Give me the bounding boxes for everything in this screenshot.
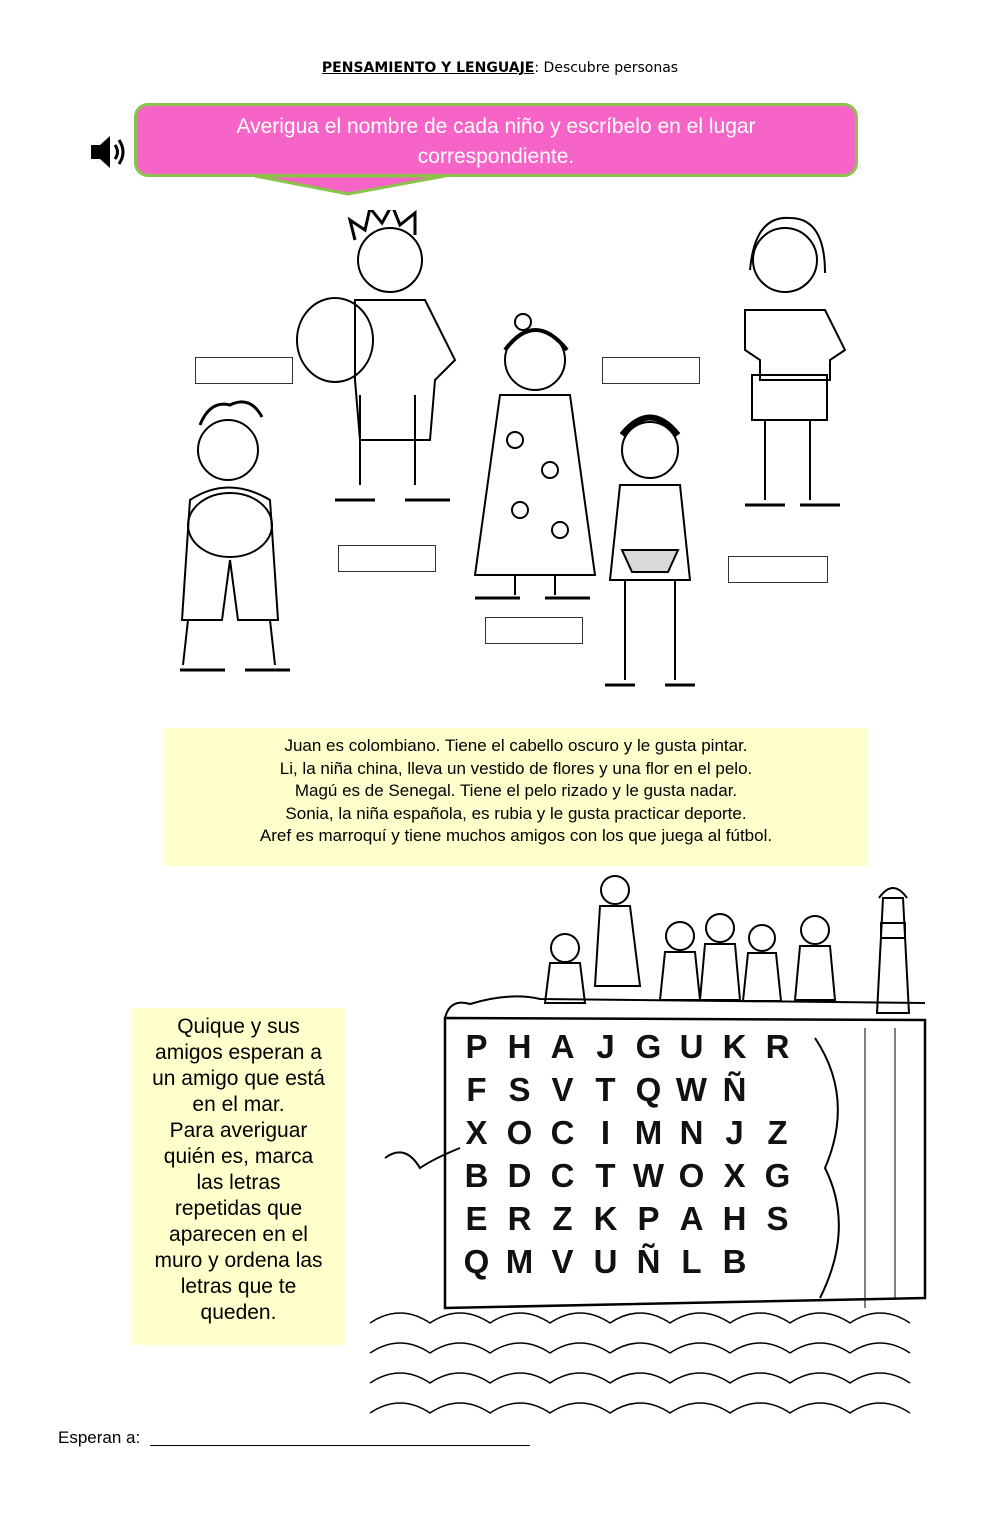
clue-aref: Aref es marroquí y tiene muchos amigos con los que juega al fútbol. — [259, 826, 773, 845]
lighthouse — [877, 888, 909, 1013]
answer-line[interactable] — [150, 1445, 530, 1446]
letter-cell[interactable]: A — [679, 1200, 704, 1237]
letter-cell[interactable]: K — [593, 1200, 618, 1237]
letter-cell[interactable]: S — [508, 1071, 531, 1108]
letter-cell[interactable]: X — [723, 1157, 746, 1194]
letter-cell[interactable]: B — [722, 1243, 747, 1280]
child-juan-figure — [297, 210, 455, 500]
child-sonia-figure — [745, 218, 845, 505]
child-aref-figure — [180, 402, 290, 670]
letter-row — [455, 1197, 799, 1240]
name-box-juan[interactable] — [195, 357, 293, 384]
note-line: un amigo que está — [152, 1067, 325, 1090]
letter-cell[interactable]: B — [464, 1157, 489, 1194]
letter-row — [455, 1240, 799, 1283]
note-line: repetidas que — [174, 1197, 303, 1220]
letter-cell[interactable]: I — [600, 1114, 611, 1151]
letter-cell[interactable]: S — [766, 1200, 789, 1237]
name-box-li[interactable] — [602, 357, 700, 384]
note-line: muro y ordena las — [154, 1249, 323, 1272]
clue-magu: Magú es de Senegal. Tiene el pelo rizado y le gusta nadar. — [294, 781, 738, 800]
letter-cell[interactable]: O — [678, 1157, 705, 1194]
letter-cell[interactable]: G — [764, 1157, 791, 1194]
letter-cell[interactable]: T — [595, 1157, 616, 1194]
letter-cell[interactable]: V — [551, 1071, 574, 1108]
note-line: Para averiguar — [169, 1119, 308, 1142]
instruction-banner — [134, 103, 858, 177]
clue-juan: Juan es colombiano. Tiene el cabello oscuro y le gusta pintar. — [284, 736, 748, 755]
letter-cell[interactable]: J — [596, 1028, 615, 1065]
letter-row — [455, 1154, 799, 1197]
letter-cell[interactable]: H — [507, 1028, 532, 1065]
note-line: en el mar. — [192, 1093, 285, 1116]
letter-cell[interactable]: Q — [635, 1071, 662, 1108]
letter-cell[interactable]: W — [632, 1157, 665, 1194]
seagull — [385, 1148, 460, 1168]
letter-cell[interactable]: L — [681, 1243, 702, 1280]
letter-cell[interactable]: Z — [552, 1200, 573, 1237]
note-line: letras que te — [180, 1275, 297, 1298]
letter-cell[interactable]: T — [595, 1071, 616, 1108]
instruction-line-1: Averigua el nombre de cada niño y escríbelo en el lugar — [236, 115, 756, 138]
header-separator: : — [534, 60, 544, 76]
clues-box — [164, 728, 868, 866]
letter-cell[interactable]: E — [465, 1200, 488, 1237]
letter-row — [455, 1068, 799, 1111]
letter-cell[interactable]: W — [675, 1071, 708, 1108]
letter-cell[interactable]: F — [466, 1071, 487, 1108]
kids-on-wall — [545, 876, 835, 1003]
subject-title: PENSAMIENTO Y LENGUAJE — [321, 60, 535, 76]
letter-cell[interactable]: U — [679, 1028, 704, 1065]
note-line: amigos esperan a — [155, 1041, 322, 1064]
child-li-figure — [475, 314, 595, 598]
puzzle-instructions — [132, 1008, 345, 1345]
letter-cell[interactable]: G — [635, 1028, 662, 1065]
letter-cell[interactable]: C — [550, 1114, 575, 1151]
letter-cell[interactable]: J — [725, 1114, 744, 1151]
letter-cell[interactable]: O — [506, 1114, 533, 1151]
letter-cell[interactable]: K — [722, 1028, 747, 1065]
letter-cell[interactable]: H — [722, 1200, 747, 1237]
topic-title: Descubre personas — [543, 60, 679, 76]
letter-cell[interactable]: V — [551, 1243, 574, 1280]
letter-cell[interactable]: Ñ — [636, 1243, 661, 1280]
note-line: Quique y sus — [177, 1015, 300, 1038]
name-box-magu[interactable] — [485, 617, 583, 644]
letter-cell[interactable]: P — [465, 1028, 488, 1065]
name-box-sonia[interactable] — [728, 556, 828, 583]
letter-cell[interactable]: U — [593, 1243, 618, 1280]
letter-cell[interactable]: Z — [767, 1114, 788, 1151]
letter-cell[interactable]: N — [679, 1114, 704, 1151]
letter-cell[interactable]: R — [507, 1200, 532, 1237]
note-line: quién es, marca — [163, 1145, 314, 1168]
letter-cell[interactable]: M — [634, 1114, 663, 1151]
clue-sonia: Sonia, la niña española, es rubia y le gusta practicar deporte. — [285, 803, 747, 823]
child-magu-figure — [605, 418, 695, 686]
letter-cell[interactable]: Ñ — [722, 1071, 747, 1108]
instruction-line-2: correspondiente. — [417, 145, 575, 168]
letter-cell[interactable]: X — [465, 1114, 488, 1151]
answer-label: Esperan a: — [58, 1428, 141, 1447]
letter-row — [455, 1111, 799, 1154]
letter-cell[interactable]: R — [765, 1028, 790, 1065]
letter-cell[interactable]: Q — [463, 1243, 490, 1280]
letter-cell[interactable]: A — [550, 1028, 575, 1065]
note-line: las letras — [196, 1171, 281, 1194]
letter-cell[interactable]: M — [505, 1243, 534, 1280]
letter-cell[interactable]: C — [550, 1157, 575, 1194]
note-line: queden. — [200, 1301, 277, 1324]
letter-grid — [455, 1025, 799, 1283]
letter-row — [455, 1025, 799, 1068]
note-line: aparecen en el — [169, 1223, 308, 1246]
clue-li: Li, la niña china, lleva un vestido de flores y una flor en el pelo. — [279, 758, 753, 778]
letter-cell[interactable]: P — [637, 1200, 660, 1237]
letter-cell[interactable]: D — [507, 1157, 532, 1194]
name-box-aref[interactable] — [338, 545, 436, 572]
